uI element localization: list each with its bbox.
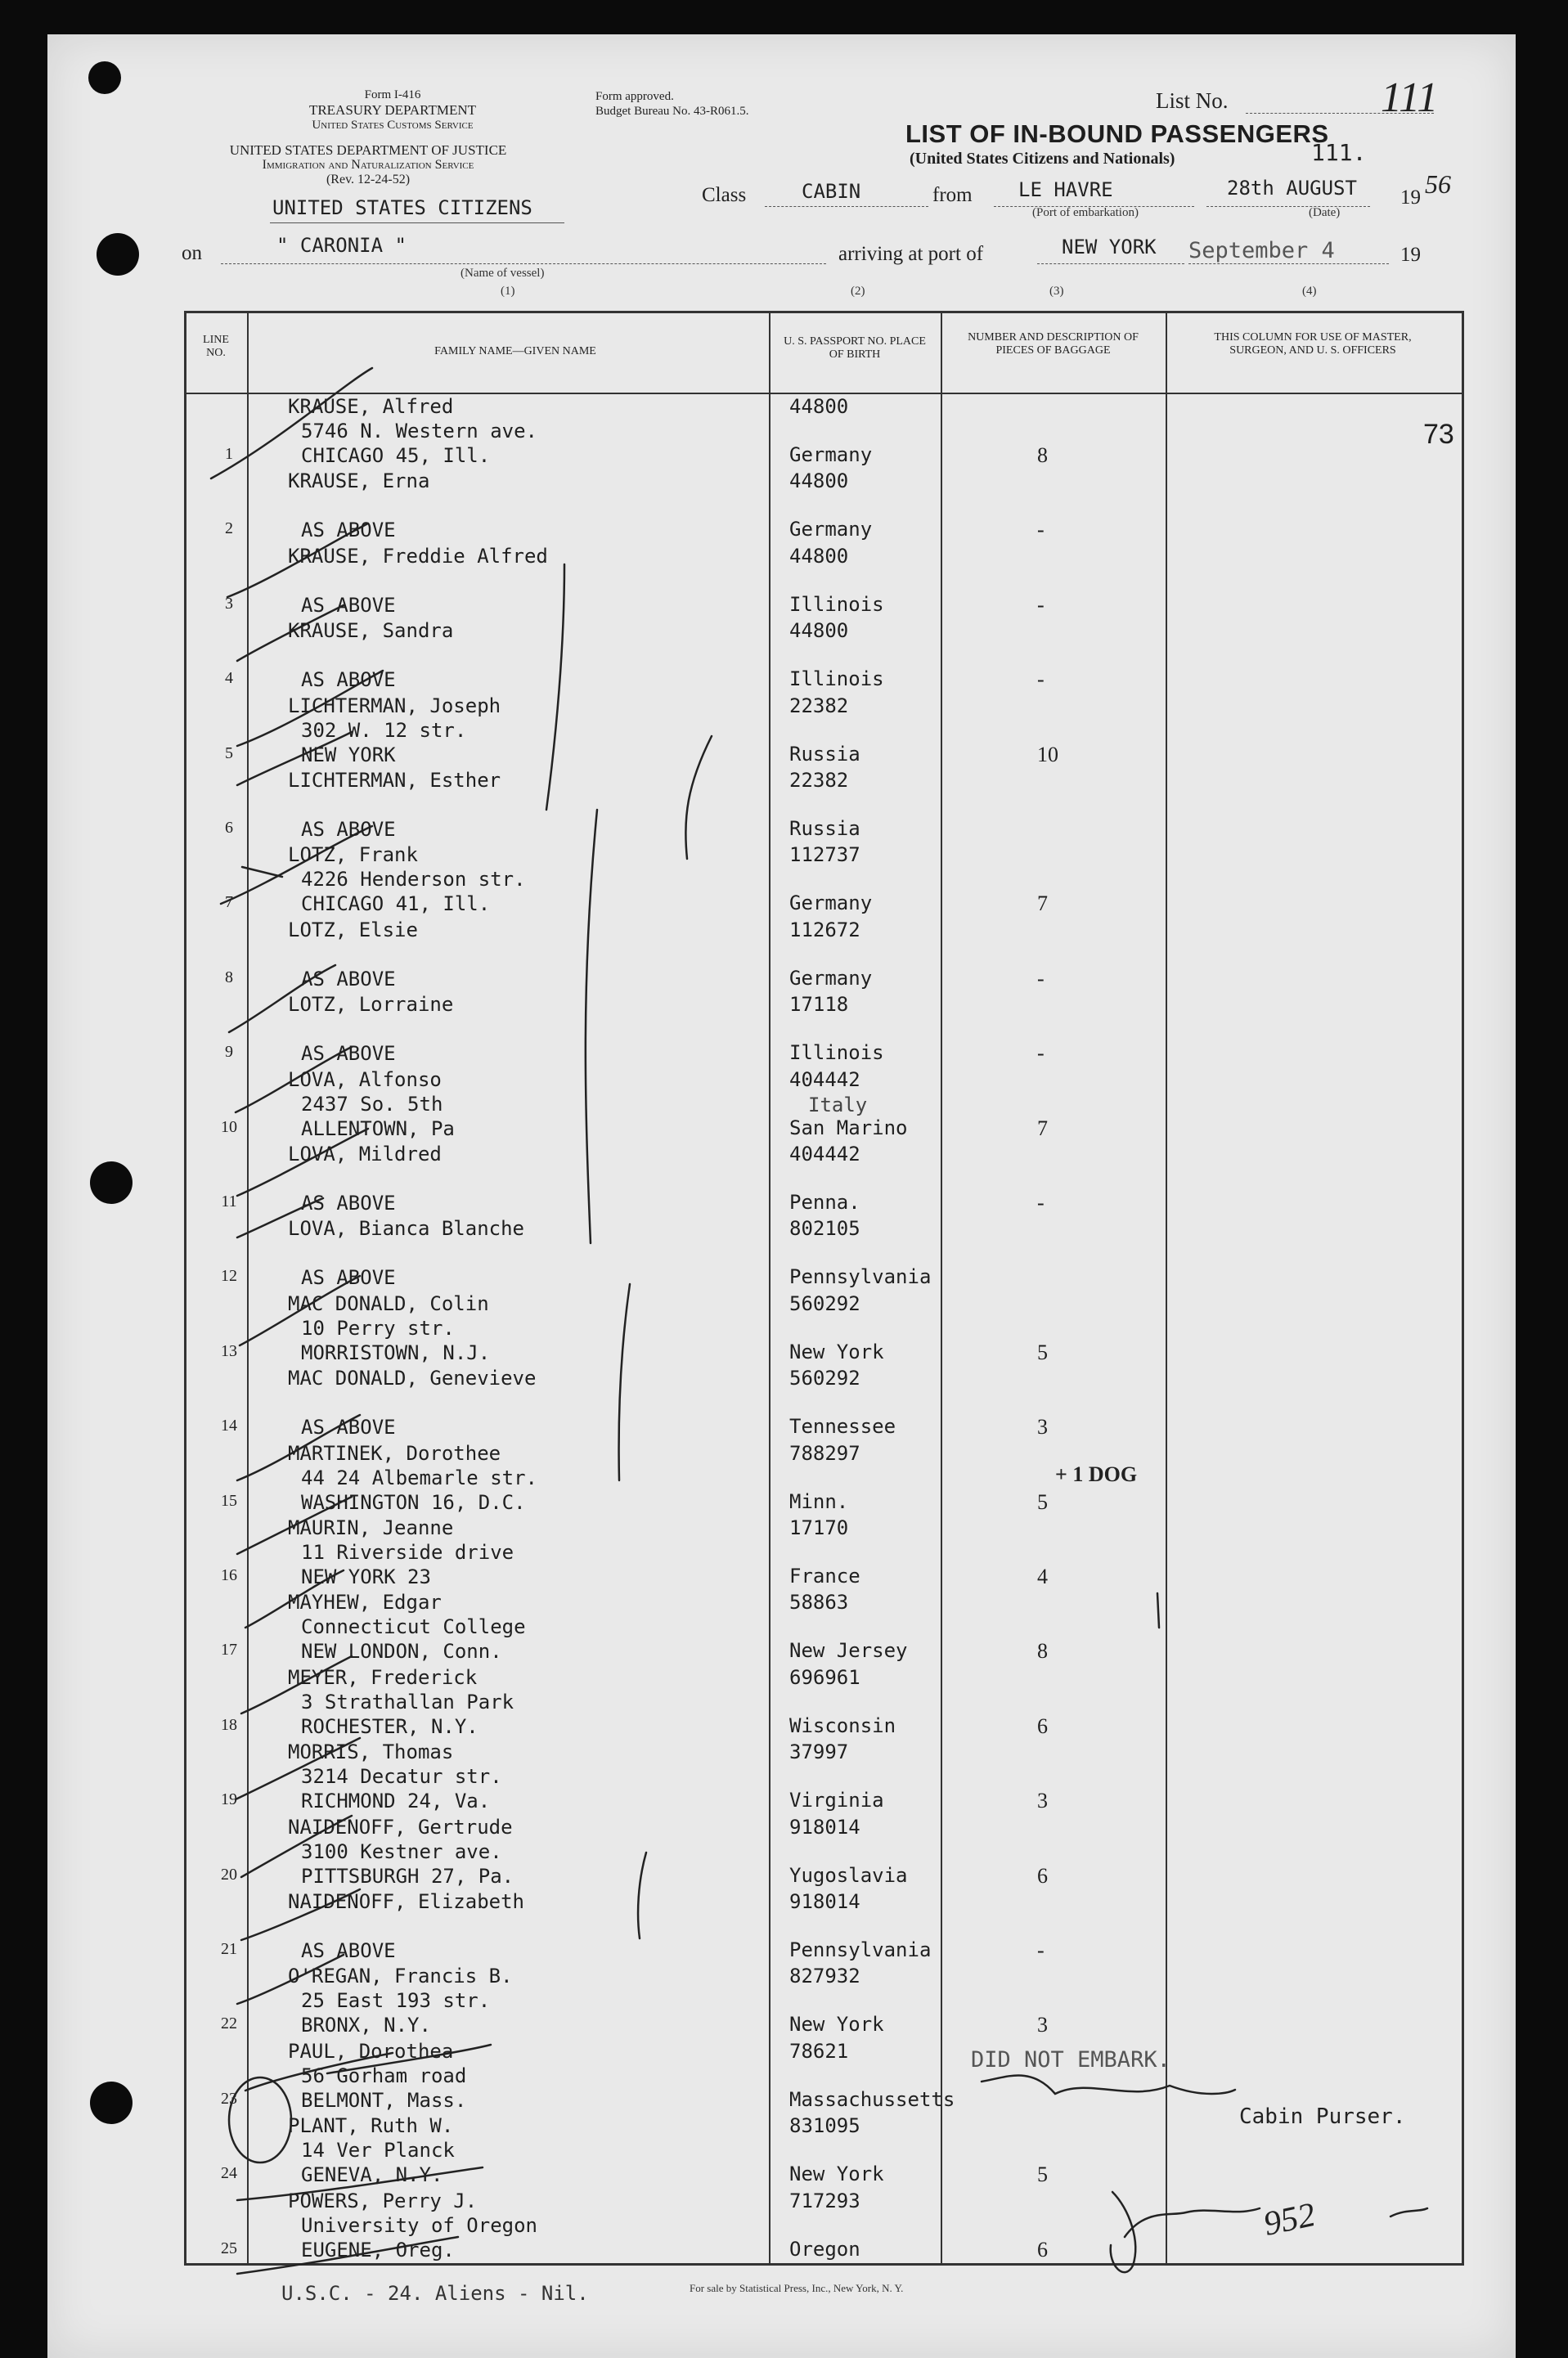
line-number: 20: [221, 1865, 237, 1884]
col-head-name: FAMILY NAME—GIVEN NAME: [434, 345, 596, 357]
passport-number: 802105: [789, 1217, 860, 1241]
list-number-typed: 111.: [1311, 139, 1367, 166]
baggage-count: -: [1037, 966, 1045, 990]
passport-number: 44800: [789, 619, 849, 643]
passenger-name-line: 11 Riverside drive: [301, 1541, 514, 1564]
passport-number: 112737: [789, 843, 860, 867]
passenger-name-line: 14 Ver Planck: [301, 2139, 455, 2163]
line-number: 12: [221, 1267, 237, 1286]
port-arrival-underline: [1037, 263, 1184, 264]
passport-number: 22382: [789, 694, 849, 717]
baggage-count: 3: [1037, 1789, 1048, 1813]
officer-note: 73: [1423, 419, 1454, 450]
class-value: CABIN: [802, 180, 861, 203]
place-of-birth: Illinois: [789, 667, 884, 691]
passport-number: 44800: [789, 544, 849, 568]
place-of-birth: Illinois: [789, 592, 884, 616]
line-number: 24: [221, 2164, 237, 2183]
baggage-count: 8: [1037, 443, 1048, 467]
budget-bureau: Budget Bureau No. 43-R061.5.: [595, 105, 749, 118]
place-of-birth: New York: [789, 2013, 884, 2037]
arrival-year-prefix: 19: [1400, 244, 1421, 266]
passenger-name-line: 56 Gorham road: [301, 2064, 467, 2087]
passenger-name-line: BELMONT, Mass.: [301, 2088, 467, 2112]
citizens-heading: UNITED STATES CITIZENS: [272, 196, 532, 219]
passenger-name-line: AS ABOVE: [301, 519, 396, 542]
baggage-count: 3: [1037, 2013, 1048, 2037]
line-number: 25: [221, 2239, 237, 2257]
passenger-name-line: CHICAGO 45, Ill.: [301, 444, 491, 467]
passport-number: 404442: [789, 1067, 860, 1091]
baggage-note: + 1 DOG: [1055, 1462, 1138, 1487]
passenger-name-line: NAIDENOFF, Gertrude: [288, 1815, 513, 1839]
baggage-count: -: [1037, 592, 1045, 617]
handwritten-number: 952: [1260, 2195, 1319, 2244]
did-not-embark-stamp: DID NOT EMBARK.: [971, 2047, 1170, 2073]
place-of-birth: Germany: [789, 443, 873, 466]
passenger-name-line: MAURIN, Jeanne: [288, 1516, 454, 1539]
passenger-name-line: MAYHEW, Edgar: [288, 1591, 442, 1615]
passport-number: 831095: [789, 2114, 860, 2138]
punch-hole-top: [88, 61, 121, 94]
ins-title: Immigration and Naturalization Service: [262, 158, 474, 172]
place-of-birth: Germany: [789, 518, 873, 541]
printer-line: For sale by Statistical Press, Inc., New York, N. Y.: [690, 2282, 904, 2294]
col-head-line-no: LINE NO.: [203, 334, 229, 359]
passenger-name-line: MAC DONALD, Colin: [288, 1291, 489, 1315]
passport-number: 560292: [789, 1291, 860, 1315]
from-label: from: [932, 184, 973, 206]
passenger-name-line: NAIDENOFF, Elizabeth: [288, 1890, 524, 1913]
col-divider-4: [1166, 311, 1167, 2266]
place-of-birth: Yugoslavia: [789, 1863, 908, 1887]
line-number: 7: [225, 893, 233, 912]
passenger-name-line: EUGENE, Oreg.: [301, 2238, 455, 2261]
passenger-name-line: ALLENTOWN, Pa: [301, 1116, 455, 1140]
passport-number: 37997: [789, 1740, 849, 1764]
passenger-name-line: MAC DONALD, Genevieve: [288, 1367, 537, 1390]
line-number: 18: [221, 1715, 237, 1734]
place-of-birth: New Jersey: [789, 1639, 908, 1663]
passenger-name-line: LOVA, Alfonso: [288, 1067, 442, 1091]
baggage-count: 5: [1037, 1489, 1048, 1514]
baggage-count: 10: [1037, 742, 1058, 766]
passenger-name-line: AS ABOVE: [301, 1042, 396, 1066]
year-value: 56: [1425, 169, 1451, 199]
place-of-birth: Wisconsin: [789, 1713, 896, 1737]
place-of-birth: Illinois: [789, 1041, 884, 1065]
passport-number: 112672: [789, 918, 860, 941]
passenger-name-line: 44 24 Albemarle str.: [301, 1466, 537, 1489]
passenger-name-line: NEW LONDON, Conn.: [301, 1640, 502, 1664]
place-of-birth: Russia: [789, 742, 860, 766]
passenger-name-line: GENEVA, N.Y.: [301, 2163, 443, 2187]
passport-number: 44800: [789, 395, 849, 418]
baggage-count: 3: [1037, 1415, 1048, 1440]
passenger-name-line: KRAUSE, Freddie Alfred: [288, 544, 548, 568]
passenger-name-line: AS ABOVE: [301, 967, 396, 990]
passenger-name-line: 2437 So. 5th: [301, 1092, 443, 1116]
arrival-date: September 4: [1188, 238, 1335, 263]
passport-number: 918014: [789, 1815, 860, 1839]
baggage-count: 5: [1037, 2163, 1048, 2187]
passenger-name-line: NEW YORK 23: [301, 1565, 431, 1588]
place-of-birth: Minn.: [789, 1489, 849, 1513]
place-of-birth: Germany: [789, 966, 873, 990]
passenger-name-line: KRAUSE, Alfred: [288, 395, 454, 418]
baggage-count: -: [1037, 518, 1045, 542]
passenger-name-line: POWERS, Perry J.: [288, 2189, 478, 2212]
punch-hole-2: [90, 1161, 133, 1204]
place-of-birth: San Marino: [789, 1116, 908, 1139]
on-label: on: [182, 242, 202, 264]
line-number: 11: [221, 1192, 237, 1210]
baggage-count: 5: [1037, 1340, 1048, 1364]
punch-hole-1: [97, 233, 139, 276]
baggage-count: 8: [1037, 1639, 1048, 1664]
caption-3: (3): [1049, 285, 1064, 298]
line-number: 19: [221, 1790, 237, 1809]
passenger-name-line: LOVA, Mildred: [288, 1143, 442, 1166]
baggage-count: 7: [1037, 1116, 1048, 1140]
passenger-name-line: O'REGAN, Francis B.: [288, 1965, 513, 1988]
passenger-name-line: PITTSBURGH 27, Pa.: [301, 1864, 514, 1888]
class-label: Class: [702, 184, 747, 206]
baggage-count: 6: [1037, 2237, 1048, 2261]
passenger-name-line: PLANT, Ruth W.: [288, 2114, 454, 2138]
passenger-name-line: KRAUSE, Erna: [288, 469, 430, 493]
citizens-underline: [270, 222, 564, 223]
line-number: 22: [221, 2014, 237, 2033]
passport-number: 696961: [789, 1665, 860, 1689]
passport-number: 17170: [789, 1516, 849, 1539]
col-head-officers: THIS COLUMN FOR USE OF MASTER, SURGEON, AND U. S. OFFICERS: [1214, 331, 1412, 357]
col-head-baggage: NUMBER AND DESCRIPTION OF PIECES OF BAGGAGE: [968, 331, 1139, 357]
passport-number: 827932: [789, 1965, 860, 1988]
baggage-count: -: [1037, 667, 1045, 692]
passenger-name-line: 25 East 193 str.: [301, 1989, 491, 2013]
line-number: 14: [221, 1417, 237, 1435]
line-number: 23: [221, 2089, 237, 2108]
summary-footer: U.S.C. - 24. Aliens - Nil.: [281, 2282, 589, 2305]
date-caption: (Date): [1309, 206, 1341, 219]
passenger-name-line: AS ABOVE: [301, 1266, 396, 1290]
line-number: 6: [225, 819, 233, 837]
place-of-birth: Massachussetts: [789, 2087, 955, 2111]
passenger-name-line: ROCHESTER, N.Y.: [301, 1714, 478, 1738]
place-of-birth: Germany: [789, 892, 873, 915]
doj-title: UNITED STATES DEPARTMENT OF JUSTICE: [229, 142, 507, 158]
passport-number: 404442: [789, 1143, 860, 1166]
passenger-name-line: KRAUSE, Sandra: [288, 619, 454, 643]
caption-1: (1): [501, 285, 515, 298]
baggage-count: -: [1037, 1041, 1045, 1066]
list-no-handwritten: 111: [1381, 74, 1439, 121]
customs-service: United States Customs Service: [312, 119, 474, 132]
passenger-name-line: AS ABOVE: [301, 1192, 396, 1215]
place-of-birth: Virginia: [789, 1789, 884, 1812]
passenger-name-line: LOTZ, Elsie: [288, 918, 418, 941]
passenger-name-line: AS ABOVE: [301, 1939, 396, 1962]
passenger-name-line: WASHINGTON 16, D.C.: [301, 1490, 526, 1514]
col-divider-2: [769, 311, 771, 2266]
baggage-count: 6: [1037, 1713, 1048, 1738]
line-number: 4: [225, 669, 233, 688]
passenger-name-line: 4226 Henderson str.: [301, 868, 526, 892]
line-number: 21: [221, 1940, 237, 1958]
place-of-birth-note: Italy: [808, 1093, 868, 1116]
baggage-count: 7: [1037, 892, 1048, 916]
passport-number: 560292: [789, 1367, 860, 1390]
place-of-birth: Russia: [789, 817, 860, 840]
place-of-birth: New York: [789, 1340, 884, 1363]
passport-number: 918014: [789, 1890, 860, 1913]
passenger-name-line: PAUL, Dorothea: [288, 2039, 454, 2063]
passenger-name-line: BRONX, N.Y.: [301, 2014, 431, 2037]
baggage-count: 6: [1037, 1863, 1048, 1888]
line-number: 3: [225, 594, 233, 613]
passenger-name-line: AS ABOVE: [301, 818, 396, 841]
passport-number: 717293: [789, 2189, 860, 2212]
form-number: Form I-416: [364, 88, 421, 101]
passenger-name-line: NEW YORK: [301, 743, 396, 766]
passport-number: 17118: [789, 993, 849, 1017]
place-of-birth: Pennsylvania: [789, 1938, 932, 1961]
header-divider: [184, 393, 1464, 394]
baggage-count: -: [1037, 1191, 1045, 1215]
line-number: 16: [221, 1566, 237, 1584]
list-subtitle: (United States Citizens and Nationals): [910, 150, 1175, 168]
form-revision: (Rev. 12-24-52): [326, 173, 411, 186]
passenger-name-line: MORRISTOWN, N.J.: [301, 1341, 491, 1364]
passenger-name-line: University of Oregon: [301, 2213, 537, 2237]
cabin-purser-title: Cabin Purser.: [1239, 2104, 1406, 2129]
passenger-name-line: AS ABOVE: [301, 593, 396, 617]
place-of-birth: New York: [789, 2163, 884, 2186]
caption-2: (2): [851, 285, 865, 298]
passenger-name-line: LOTZ, Frank: [288, 843, 418, 867]
port-embarkation: LE HAVRE: [1018, 178, 1113, 201]
place-of-birth: Penna.: [789, 1191, 860, 1214]
passenger-name-line: MORRIS, Thomas: [288, 1740, 454, 1764]
place-of-birth: Pennsylvania: [789, 1265, 932, 1289]
passenger-name-line: CHICAGO 41, Ill.: [301, 892, 491, 916]
port-embarkation-caption: (Port of embarkation): [1032, 206, 1139, 219]
passenger-name-line: RICHMOND 24, Va.: [301, 1790, 491, 1813]
vessel-caption: (Name of vessel): [461, 267, 545, 280]
line-number: 9: [225, 1043, 233, 1062]
line-number: 8: [225, 968, 233, 986]
passenger-name-line: LICHTERMAN, Joseph: [288, 694, 501, 717]
passenger-name-line: 10 Perry str.: [301, 1316, 455, 1340]
treasury-dept: TREASURY DEPARTMENT: [308, 102, 477, 118]
passport-number: 58863: [789, 1591, 849, 1615]
baggage-count: -: [1037, 1938, 1045, 1962]
passenger-name-line: MARTINEK, Dorothee: [288, 1441, 501, 1465]
passenger-name-line: AS ABOVE: [301, 1416, 396, 1440]
form-approved: Form approved.: [595, 90, 674, 103]
place-of-birth: France: [789, 1565, 860, 1588]
passenger-name-line: Connecticut College: [301, 1615, 526, 1639]
vessel-underline: [221, 263, 826, 264]
passport-number: 78621: [789, 2039, 849, 2063]
caption-4: (4): [1302, 285, 1317, 298]
arriving-label: arriving at port of: [838, 243, 984, 265]
line-number: 15: [221, 1491, 237, 1510]
passenger-name-line: LOTZ, Lorraine: [288, 993, 454, 1017]
place-of-birth: Tennessee: [789, 1415, 896, 1439]
line-number: 13: [221, 1341, 237, 1360]
passenger-name-line: AS ABOVE: [301, 668, 396, 692]
passport-number: 22382: [789, 769, 849, 792]
class-underline: [765, 206, 928, 207]
passenger-name-line: 5746 N. Western ave.: [301, 420, 537, 442]
passport-number: 44800: [789, 469, 849, 493]
arrival-date-underline: [1188, 263, 1389, 264]
line-number: 10: [221, 1117, 237, 1136]
line-number: 1: [225, 445, 233, 463]
col-divider-3: [941, 311, 942, 2266]
line-number: 2: [225, 519, 233, 538]
baggage-count: 4: [1037, 1565, 1048, 1588]
year-prefix: 19: [1400, 186, 1421, 209]
passport-number: 788297: [789, 1441, 860, 1465]
passenger-name-line: LOVA, Bianca Blanche: [288, 1217, 524, 1241]
vessel-name: " CARONIA ": [276, 234, 407, 257]
place-of-birth: Oregon: [789, 2237, 860, 2261]
passenger-name-line: 3214 Decatur str.: [301, 1765, 502, 1789]
port-arrival: NEW YORK: [1062, 236, 1157, 258]
passenger-name-line: 302 W. 12 str.: [301, 718, 467, 742]
date-underline: [1206, 206, 1370, 207]
passenger-name-line: MEYER, Frederick: [288, 1665, 478, 1689]
col-head-passport: U. S. PASSPORT NO. PLACE OF BIRTH: [784, 335, 926, 361]
line-number: 17: [221, 1641, 237, 1660]
passenger-name-line: 3100 Kestner ave.: [301, 1839, 502, 1863]
passenger-name-line: LICHTERMAN, Esther: [288, 769, 501, 792]
list-title: LIST OF IN-BOUND PASSENGERS: [905, 119, 1329, 148]
list-no-label: List No.: [1156, 88, 1229, 113]
departure-date: 28th AUGUST: [1227, 177, 1357, 200]
line-number: 5: [225, 743, 233, 762]
passenger-name-line: 3 Strathallan Park: [301, 1690, 514, 1713]
punch-hole-3: [90, 2082, 133, 2124]
